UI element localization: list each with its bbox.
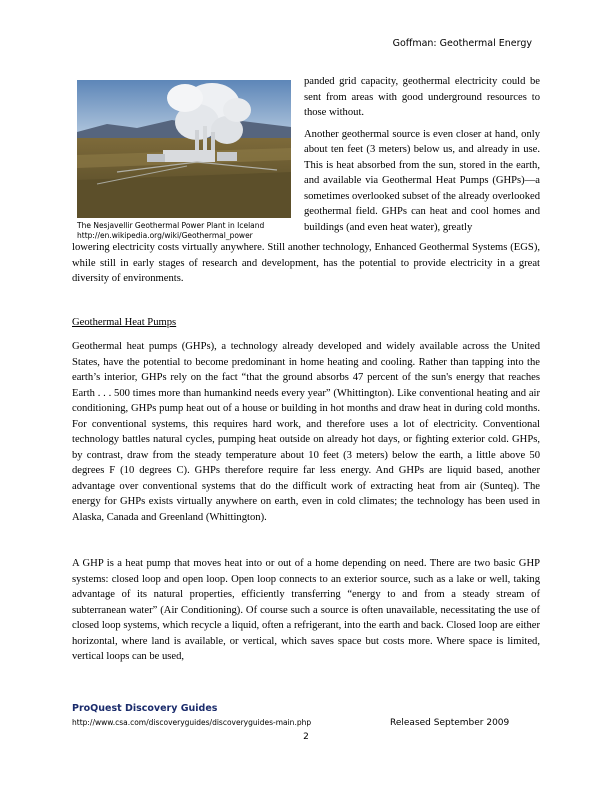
power-plant-illustration: [77, 80, 291, 218]
paragraph-ghp-overview: [72, 339, 540, 525]
paragraph-ghp-systems: [72, 556, 540, 665]
footer-title: ProQuest Discovery Guides: [72, 703, 218, 714]
paragraph-text: A GHP is a heat pump that moves heat into or out of a home depending on need. There are two basic GHP systems: closed loop and open loop. Open loop connects to an exterior source, such as a lake or well, taking advantage of its natural properties, efficiently transferring “energy to and from a steady stream of subterranean water” (Air Conditioning). Of course such a source is often unavailable, necessitating the use of closed loop systems, which recycle a liquid, often a refrigerant, into the earth and back. Closed loop are either horizontal, where land is available, or vertical, which saves space but costs more. Where space is limited, vertical loops can be used,: [72, 558, 540, 662]
paragraph-ghp-continued: [72, 240, 540, 287]
running-header: Goffman: Geothermal Energy: [392, 38, 532, 49]
paragraph-grid-capacity: panded grid capacity, geothermal electricity could be sent from areas with good underground resources to those without.: [304, 76, 540, 118]
release-date: Released September 2009: [390, 718, 510, 728]
caption-text: The Nesjavellir Geothermal Power Plant in Iceland: [77, 221, 265, 230]
paragraph-text: lowering electricity costs virtually anywhere. Still another technology, Enhanced Geothermal Systems (EGS), while still in early stages of research and development, has the potential to provide electricity in a great diversity of environments.: [72, 242, 540, 284]
paragraph-ghp-intro: Another geothermal source is even closer at hand, only about ten feet (3 meters) below us, and already in use. This is heat absorbed from the sun, stored in the earth, and available via Geothermal Heat Pumps (GHPs)—a sometimes overlooked subset of the already overlooked geothermal field. GHPs can heat and cool homes and buildings (and even heat water), greatly: [304, 128, 540, 233]
right-column: [304, 74, 540, 241]
paragraph-text: Geothermal heat pumps (GHPs), a technology already developed and widely available across the United States, have the potential to become predominant in home heating and cooling. Rather than tapping into the earth’s interior, GHPs rely on the fact “that the ground absorbs 47 percent of the sun's energy that reaches Earth . . . 500 times more than humankind needs every year” (Whittington). Like conventional heating and air conditioning, GHPs pump heat out of a house or building in hot months and draw heat in during cold months. For conventional systems, this requires hard work, and therefore uses a lot of electricity. Conventional technology battles natural cycles, pumping heat outside on already hot days, or fighting exterior cold. GHPs, by contrast, draw from the steady temperature about 10 feet (3 meters) below the earth, a little above 50 degrees F (10 degrees C). GHPs therefore require far less energy. And GHPs are liquid based, another advantage over conventional systems that do the difficult work of extracting heat from air (Sunteq). The energy for GHPs exists virtually anywhere on earth, even in cold climates; the technology has been used in Alaska, Canada and Greenland (Whittington).: [72, 341, 540, 523]
figure-caption: [77, 221, 291, 241]
caption-url: http://en.wikipedia.org/wiki/Geothermal_power: [77, 231, 253, 240]
section-heading: Geothermal Heat Pumps: [72, 317, 177, 328]
footer-url[interactable]: http://www.csa.com/discoveryguides/discoveryguides-main.php: [72, 718, 312, 727]
power-plant-photo: [77, 80, 291, 218]
page-number: 2: [303, 732, 309, 742]
